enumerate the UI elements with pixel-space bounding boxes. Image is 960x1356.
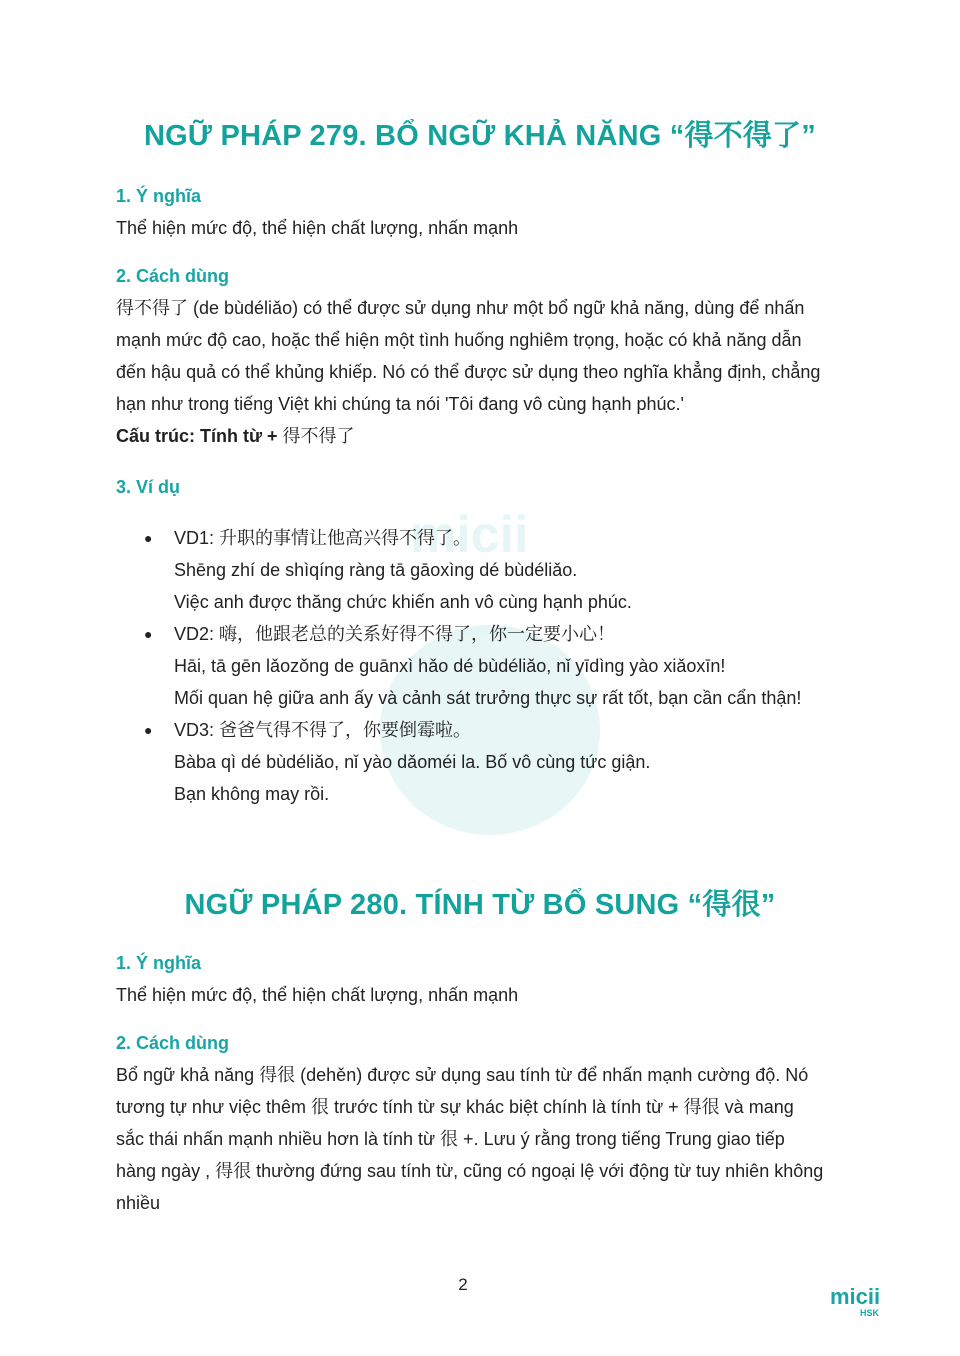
example-3-chinese: VD3: 爸爸气得不得了，你要倒霉啦。 [174,720,472,740]
example-2-chinese: VD2: 嗨，他跟老总的关系好得不得了，你一定要小心！ [174,624,616,644]
logo-main-text: micii [830,1284,881,1309]
structure-tail: 得不得了 [282,426,355,446]
section-1-usage-line: đến hậu quả có thể khủng khiếp. Nó có thể được sử dụng theo nghĩa khẳng định, chẳng [116,362,821,382]
example-2-pinyin: Hāi, tā gēn lǎozǒng de guānxì hǎo dé bùdéliǎo, nǐ yīdìng yào xiǎoxīn! [174,656,726,676]
section-1-meaning-heading: 1. Ý nghĩa [116,186,202,206]
example-2-translation: Mối quan hệ giữa anh ấy và cảnh sát trưởng thực sự rất tốt, bạn cần cẩn thận! [174,688,802,708]
section-2-meaning-heading: 1. Ý nghĩa [116,953,202,973]
section-1-title: NGỮ PHÁP 279. BỔ NGỮ KHẢ NĂNG “得不得了” [144,120,816,152]
watermark-logo: micii [410,506,529,564]
structure-label: Cấu trúc: Tính từ + [116,426,283,446]
section-2-usage-line: nhiều [116,1193,161,1213]
example-1-pinyin: Shēng zhí de shìqíng ràng tā gāoxìng dé bùdéliǎo. [174,560,578,580]
bullet-icon: ● [144,530,153,546]
section-2-meaning-text: Thể hiện mức độ, thể hiện chất lượng, nhấn mạnh [116,985,519,1005]
section-1-usage-line: mạnh mức độ cao, hoặc thể hiện một tình huống nghiêm trọng, hoặc có khả năng dẫn [116,330,802,350]
bullet-icon: ● [144,722,153,738]
micii-logo [830,1286,890,1326]
bullet-icon: ● [144,626,153,642]
section-1-structure [116,420,355,452]
section-2-usage-line: sắc thái nhấn mạnh nhiều hơn là tính từ 很 +. Lưu ý rằng trong tiếng Trung giao tiếp [116,1129,785,1149]
example-3-pinyin: Bàba qì dé bùdéliǎo, nǐ yào dǎoméi la. Bố vô cùng tức giận. [174,752,651,772]
section-1-usage-line: 得不得了 (de bùdéliǎo) có thể được sử dụng như một bổ ngữ khả năng, dùng để nhấn [116,298,805,318]
section-2-usage-line: tương tự như việc thêm 很 trước tính từ sự khác biệt chính là tính từ + 得很 và mang [116,1097,794,1117]
section-1-usage-heading: 2. Cách dùng [116,266,230,286]
section-1-meaning-text: Thể hiện mức độ, thể hiện chất lượng, nhấn mạnh [116,218,519,238]
section-1-examples-heading: 3. Ví dụ [116,477,181,497]
section-1-usage-line: hạn như trong tiếng Việt khi chúng ta nói 'Tôi đang vô cùng hạnh phúc.' [116,394,684,414]
section-2-title: NGỮ PHÁP 280. TÍNH TỪ BỔ SUNG “得很” [184,889,776,921]
section-2-usage-line: Bổ ngữ khả năng 得很 (dehěn) được sử dụng sau tính từ để nhấn mạnh cường độ. Nó [116,1065,809,1085]
example-1-chinese: VD1: 升职的事情让他高兴得不得了。 [174,528,472,548]
example-3-translation: Bạn không may rồi. [174,784,330,804]
page-number: 2 [458,1275,468,1294]
section-2-usage-heading: 2. Cách dùng [116,1033,230,1053]
logo-sub-text: HSK [860,1308,880,1318]
section-2-usage-line: hàng ngày , 得很 thường đứng sau tính từ, cũng có ngoại lệ với động từ tuy nhiên không [116,1161,824,1181]
example-1-translation: Việc anh được thăng chức khiến anh vô cùng hạnh phúc. [174,592,632,612]
